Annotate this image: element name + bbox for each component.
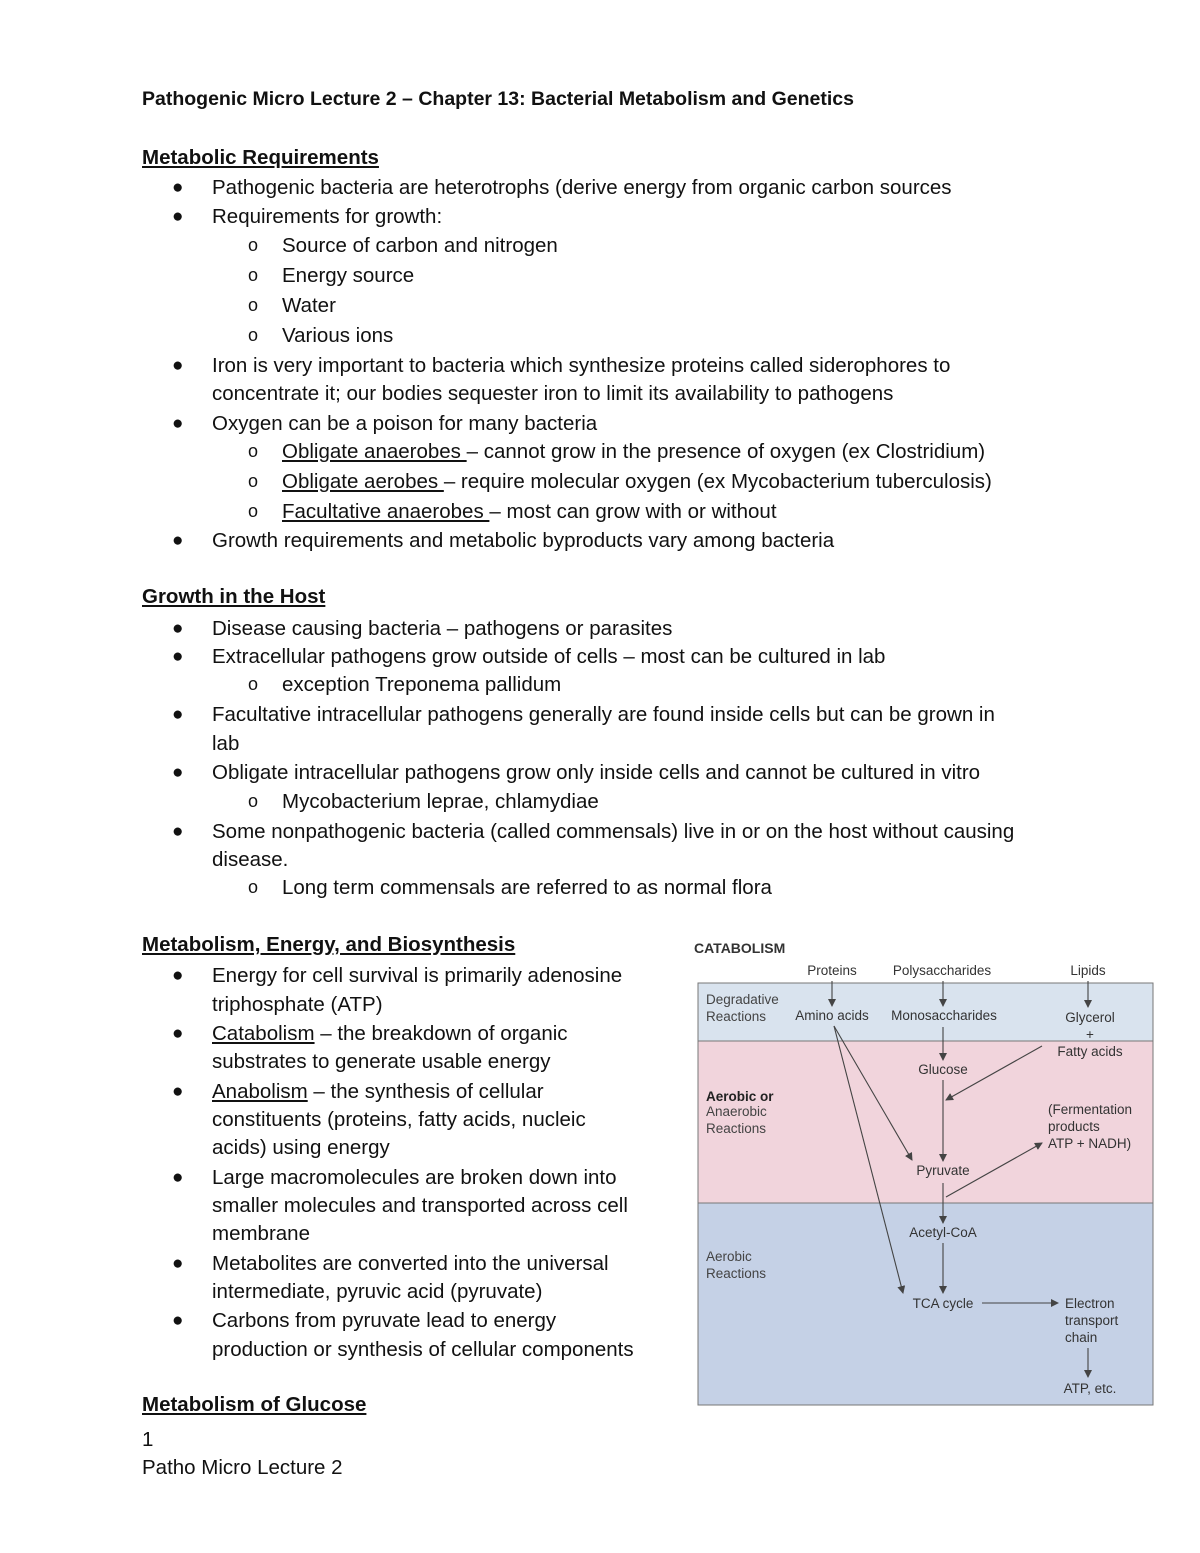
list-item: Some nonpathogenic bacteria (called commensals) live in or on the host without causing [212, 820, 1015, 843]
node-atp: ATP, etc. [1063, 1381, 1117, 1396]
bullet-icon: ● [172, 413, 184, 434]
bullet-icon: ● [172, 206, 184, 227]
node-electron-transport: transport [1065, 1313, 1119, 1328]
sub-bullet-icon: o [248, 877, 259, 897]
band2-label: Reactions [706, 1121, 767, 1136]
term-facultative-anaerobes: Facultative anaerobes [282, 500, 490, 523]
bullet-icon: ● [172, 1023, 184, 1044]
list-item: Obligate intracellular pathogens grow only inside cells and cannot be cultured in vitro [212, 761, 981, 784]
term-obligate-anaerobes: Obligate anaerobes [282, 440, 467, 463]
list-item-anabolism: Anabolism – the synthesis of cellular [212, 1080, 544, 1103]
list-item: Disease causing bacteria – pathogens or parasites [212, 617, 673, 640]
list-item-continuation: constituents (proteins, fatty acids, nucleic [212, 1108, 586, 1131]
bullet-icon: ● [172, 821, 184, 842]
sub-list-item: Mycobacterium leprae, chlamydiae [282, 790, 599, 813]
list-item-continuation: substrates to generate usable energy [212, 1050, 551, 1073]
node-tca-cycle: TCA cycle [912, 1296, 974, 1311]
list-item-continuation: production or synthesis of cellular components [212, 1338, 634, 1361]
term-obligate-aerobes: Obligate aerobes [282, 470, 444, 493]
list-item-continuation: smaller molecules and transported across cell [212, 1194, 628, 1217]
node-electron-transport: Electron [1065, 1296, 1115, 1311]
sub-list-item-obligate-aerobes: Obligate aerobes – require molecular oxygen (ex Mycobacterium tuberculosis) [282, 470, 992, 493]
sub-bullet-icon: o [248, 791, 259, 811]
bullet-icon: ● [172, 762, 184, 783]
list-item: Facultative intracellular pathogens generally are found inside cells but can be grown in [212, 703, 995, 726]
list-item: Carbons from pyruvate lead to energy [212, 1309, 557, 1332]
bullet-icon: ● [172, 1167, 184, 1188]
footer-label: Patho Micro Lecture 2 [142, 1456, 343, 1479]
page-title: Pathogenic Micro Lecture 2 – Chapter 13: Bacterial Metabolism and Genetics [142, 88, 854, 110]
section-heading-metabolic-requirements: Metabolic Requirements [142, 146, 379, 169]
list-item-continuation: membrane [212, 1222, 310, 1245]
node-fatty-acids: Fatty acids [1057, 1044, 1123, 1059]
list-item: Energy for cell survival is primarily adenosine [212, 964, 623, 987]
list-item-continuation: concentrate it; our bodies sequester iron to limit its availability to pathogens [212, 382, 894, 405]
term-catabolism: Catabolism [212, 1022, 315, 1045]
node-monosaccharides: Monosaccharides [891, 1008, 997, 1023]
bullet-icon: ● [172, 618, 184, 639]
sub-list-item-facultative-anaerobes: Facultative anaerobes – most can grow with or without [282, 500, 777, 523]
node-pyruvate: Pyruvate [916, 1163, 970, 1178]
sub-list-item: Long term commensals are referred to as normal flora [282, 876, 772, 899]
sub-bullet-icon: o [248, 501, 259, 521]
list-item: Iron is very important to bacteria which synthesize proteins called siderophores to [212, 354, 951, 377]
band3-label: Aerobic [706, 1249, 752, 1264]
page-number: 1 [142, 1428, 154, 1451]
sub-list-item: exception Treponema pallidum [282, 673, 562, 696]
list-item: Oxygen can be a poison for many bacteria [212, 412, 598, 435]
node-electron-transport: chain [1065, 1330, 1098, 1345]
node-amino-acids: Amino acids [795, 1008, 869, 1023]
section-heading-metabolism-glucose: Metabolism of Glucose [142, 1393, 367, 1416]
bullet-icon: ● [172, 530, 184, 551]
node-plus: + [1086, 1027, 1094, 1042]
node-glucose: Glucose [918, 1062, 968, 1077]
band2-label: Anaerobic [706, 1104, 767, 1119]
sub-list-item: Energy source [282, 264, 415, 287]
sub-list-item: Various ions [282, 324, 394, 347]
bullet-icon: ● [172, 704, 184, 725]
label-polysaccharides: Polysaccharides [892, 963, 992, 978]
sub-bullet-icon: o [248, 295, 259, 315]
band1-label: Reactions [706, 1009, 767, 1024]
list-item: Large macromolecules are broken down into [212, 1166, 617, 1189]
label-proteins: Proteins [807, 963, 857, 978]
sub-bullet-icon: o [248, 674, 259, 694]
list-item: Requirements for growth: [212, 205, 443, 228]
list-item: Growth requirements and metabolic byproducts vary among bacteria [212, 529, 835, 552]
sub-bullet-icon: o [248, 441, 259, 461]
section-heading-growth-in-host: Growth in the Host [142, 585, 326, 608]
list-item-continuation: intermediate, pyruvic acid (pyruvate) [212, 1280, 543, 1303]
diagram-title: CATABOLISM [694, 940, 786, 956]
node-fermentation: (Fermentation [1048, 1102, 1133, 1117]
bullet-icon: ● [172, 1310, 184, 1331]
list-item-catabolism: Catabolism – the breakdown of organic [212, 1022, 568, 1045]
section-heading-metabolism-energy: Metabolism, Energy, and Biosynthesis [142, 933, 516, 956]
label-lipids: Lipids [1070, 963, 1106, 978]
sub-bullet-icon: o [248, 325, 259, 345]
list-item-continuation: triphosphate (ATP) [212, 993, 383, 1016]
bullet-icon: ● [172, 1253, 184, 1274]
bullet-icon: ● [172, 355, 184, 376]
catabolism-diagram [690, 935, 1160, 1415]
sub-list-item: Source of carbon and nitrogen [282, 234, 558, 257]
node-fermentation: products [1048, 1119, 1100, 1134]
band1-label: Degradative [706, 992, 779, 1007]
bullet-icon: ● [172, 965, 184, 986]
node-glycerol: Glycerol [1065, 1010, 1115, 1025]
bullet-icon: ● [172, 646, 184, 667]
list-item-continuation: acids) using energy [212, 1136, 390, 1159]
bullet-icon: ● [172, 177, 184, 198]
band2-label: Aerobic or [706, 1089, 774, 1104]
list-item: Pathogenic bacteria are heterotrophs (derive energy from organic carbon sources [212, 176, 952, 199]
list-item-continuation: disease. [212, 848, 289, 871]
list-item-continuation: lab [212, 732, 240, 755]
node-acetyl-coa: Acetyl-CoA [909, 1225, 977, 1240]
term-anabolism: Anabolism [212, 1080, 308, 1103]
sub-bullet-icon: o [248, 235, 259, 255]
sub-list-item: Water [282, 294, 336, 317]
list-item: Extracellular pathogens grow outside of cells – most can be cultured in lab [212, 645, 886, 668]
sub-bullet-icon: o [248, 471, 259, 491]
sub-list-item-obligate-anaerobes: Obligate anaerobes – cannot grow in the presence of oxygen (ex Clostridium) [282, 440, 986, 463]
sub-bullet-icon: o [248, 265, 259, 285]
node-fermentation: ATP + NADH) [1048, 1136, 1132, 1151]
band3-label: Reactions [706, 1266, 767, 1281]
list-item: Metabolites are converted into the universal [212, 1252, 609, 1275]
bullet-icon: ● [172, 1081, 184, 1102]
